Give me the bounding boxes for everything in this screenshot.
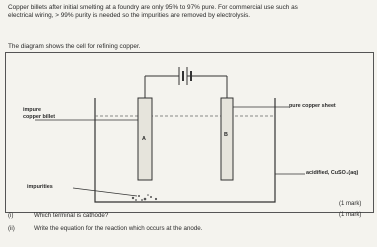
leader-impurities <box>73 188 137 196</box>
label-impurities: impurities <box>27 184 53 190</box>
intro-line-2: electrical wiring, > 99% purity is needed so the impurities are removed by electrolysis. <box>8 12 251 19</box>
intro-line-1: Copper billets after initial smelting at a foundry are only 95% to 97% pure. For commercial use such as <box>8 4 298 11</box>
electrolysis-tank <box>95 98 275 202</box>
question-2-text: Write the equation for the reaction which occurs at the anode. <box>34 225 203 232</box>
question-2-number: (ii) <box>8 225 15 232</box>
label-acidified-cuso4: acidified, CuSO₄(aq) <box>306 170 359 176</box>
diagram-caption: The diagram shows the cell for refining copper. <box>8 43 141 50</box>
label-terminal-a: A <box>142 136 146 142</box>
mark-q2: (1 mark) <box>339 212 362 218</box>
label-impure: impure <box>23 107 41 113</box>
mark-q1: (1 mark) <box>339 201 362 207</box>
impurities-sludge <box>132 194 157 201</box>
question-1-number: (i) <box>8 212 14 219</box>
intro-text <box>8 4 370 20</box>
label-impure-copper-billet: copper billet <box>23 114 56 120</box>
question-1-text: Which terminal is cathode? <box>34 212 109 219</box>
electrolysis-cell-diagram <box>5 52 374 213</box>
label-pure-copper-sheet: pure copper sheet <box>289 103 336 109</box>
cell-drawing <box>5 52 374 213</box>
electrode-b <box>221 98 233 180</box>
battery-icon <box>145 67 227 85</box>
label-terminal-b: B <box>224 132 228 138</box>
